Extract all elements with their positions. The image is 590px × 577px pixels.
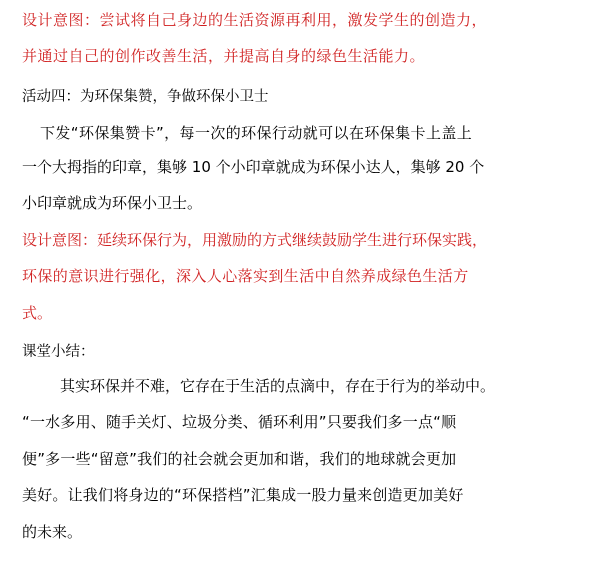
summary-line-5: 的未来。 bbox=[22, 523, 83, 541]
summary-title: 课堂小结： bbox=[22, 344, 95, 360]
summary-line-2: “一水多用、随手关灯、垃圾分类、循环利用”只要我们多一点“顺 bbox=[22, 413, 457, 431]
design-intent-1-line-2: 并通过自己的创作改善生活，并提高自身的绿色生活能力。 bbox=[22, 47, 426, 65]
summary-line-1: 其实环保并不难，它存在于生活的点滴中，存在于行为的举动中。 bbox=[60, 377, 496, 395]
design-intent-2-line-1: 设计意图：延续环保行为，用激励的方式继续鼓励学生进行环保实践， bbox=[22, 231, 488, 249]
activity-4-title: 活动四：为环保集赞，争做环保小卫士 bbox=[22, 89, 269, 105]
summary-line-4: 美好。让我们将身边的“环保搭档”汇集成一股力量来创造更加美好 bbox=[22, 486, 464, 504]
activity-4-line-2: 一个大拇指的印章，集够 10 个小印章就成为环保小达人，集够 20 个 bbox=[22, 158, 485, 176]
summary-line-3: 便”多一些“留意”我们的社会就会更加和谐，我们的地球就会更加 bbox=[22, 450, 457, 468]
design-intent-1-line-1: 设计意图：尝试将自己身边的生活资源再利用，激发学生的创造力， bbox=[22, 11, 488, 29]
activity-4-line-1: 下发“环保集赞卡”，每一次的环保行动就可以在环保集卡上盖上 bbox=[40, 124, 473, 142]
activity-4-line-3: 小印章就成为环保小卫士。 bbox=[22, 194, 203, 212]
design-intent-2-line-3: 式。 bbox=[22, 304, 53, 322]
design-intent-2-line-2: 环保的意识进行强化，深入人心落实到生活中自然养成绿色生活方 bbox=[22, 267, 469, 285]
